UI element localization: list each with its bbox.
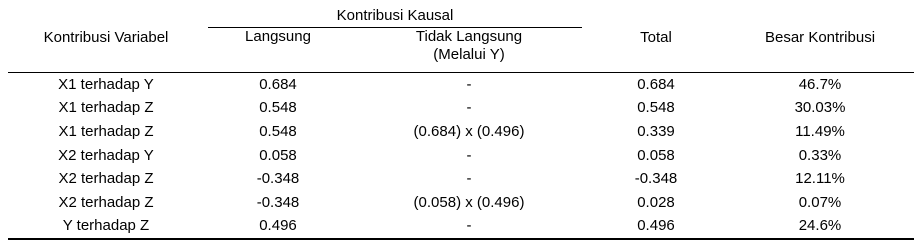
table-row <box>8 191 914 215</box>
cell-direct: -0.348 <box>256 193 300 211</box>
cell-direct: 0.684 <box>259 75 297 93</box>
cell-indirect: - <box>466 99 472 117</box>
cell-direct: 0.548 <box>259 99 297 117</box>
table-row <box>8 167 914 191</box>
cell-share: 12.11% <box>795 170 845 188</box>
header-indirect-sub: (Melalui Y) <box>433 46 505 63</box>
cell-share: 24.6% <box>726 215 914 240</box>
cell-indirect: - <box>466 146 472 164</box>
cell-total: 0.058 <box>637 146 675 164</box>
cell-share: 11.49% <box>795 122 845 140</box>
header-row-top <box>8 4 914 28</box>
cell-variable: X2 terhadap Y <box>58 146 154 164</box>
cell-indirect: (0.684) x (0.496) <box>413 122 525 140</box>
table-row <box>8 215 914 240</box>
header-total: Total <box>586 4 726 73</box>
header-variable: Kontribusi Variabel <box>8 4 204 73</box>
header-share: Besar Kontribusi <box>726 4 914 73</box>
cell-variable: X1 terhadap Z <box>58 122 154 140</box>
cell-variable: X2 terhadap Z <box>58 193 154 211</box>
cell-direct: -0.348 <box>256 170 300 188</box>
cell-total: 0.496 <box>586 215 726 240</box>
cell-share: 46.7% <box>798 75 842 93</box>
cell-total: 0.028 <box>637 193 675 211</box>
header-indirect: Tidak Langsung <box>415 28 523 45</box>
header-direct: Langsung <box>204 28 352 73</box>
cell-total: -0.348 <box>634 170 678 188</box>
cell-total: 0.339 <box>637 122 675 140</box>
cell-total: 0.548 <box>637 99 675 117</box>
header-indirect-cell <box>352 28 586 73</box>
cell-indirect: - <box>466 75 472 93</box>
table-row <box>8 120 914 144</box>
cell-variable: X2 terhadap Z <box>58 170 154 188</box>
cell-indirect: (0.058) x (0.496) <box>413 193 525 211</box>
header-group-cell <box>204 4 586 28</box>
cell-share: 0.07% <box>798 193 842 211</box>
cell-share: 0.33% <box>798 146 842 164</box>
cell-indirect: - <box>352 215 586 240</box>
cell-share: 30.03% <box>794 99 846 117</box>
cell-total: 0.684 <box>637 75 675 93</box>
cell-variable: X1 terhadap Y <box>58 75 154 93</box>
cell-direct: 0.058 <box>259 146 297 164</box>
header-causal-contribution: Kontribusi Kausal <box>208 7 582 28</box>
cell-direct: 0.496 <box>204 215 352 240</box>
cell-indirect: - <box>466 170 472 188</box>
table-row <box>8 73 914 97</box>
contribution-table <box>8 4 914 240</box>
cell-variable: X1 terhadap Z <box>58 99 154 117</box>
table-row <box>8 144 914 168</box>
table-row <box>8 97 914 121</box>
cell-direct: 0.548 <box>259 122 297 140</box>
cell-variable: Y terhadap Z <box>8 215 204 240</box>
